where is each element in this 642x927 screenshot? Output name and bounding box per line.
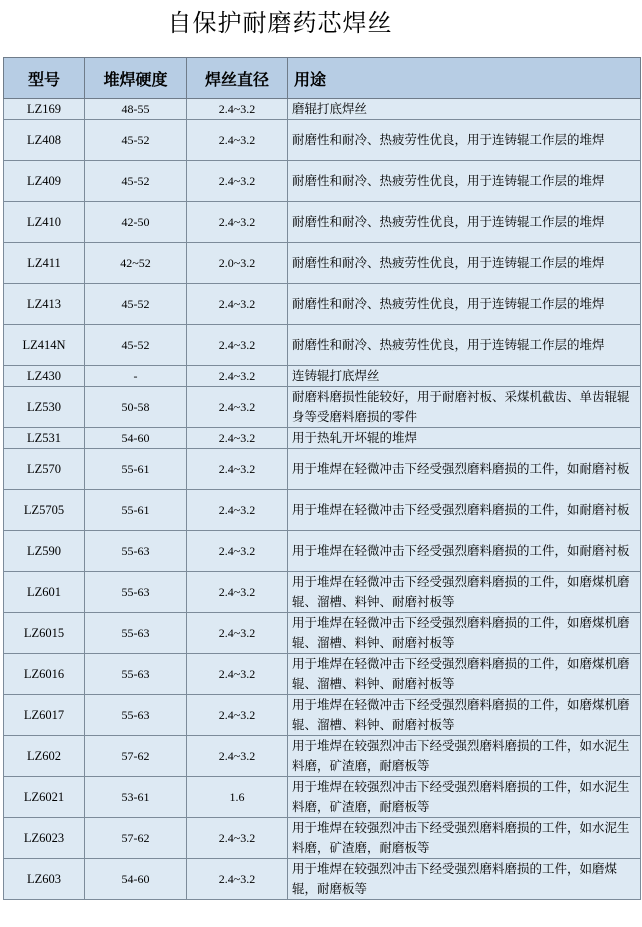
cell-model: LZ530 xyxy=(4,387,85,428)
cell-model: LZ411 xyxy=(4,243,85,284)
cell-model: LZ430 xyxy=(4,366,85,387)
cell-model: LZ414N xyxy=(4,325,85,366)
table-row xyxy=(4,202,641,243)
cell-hardness: 42-50 xyxy=(85,202,187,243)
cell-model: LZ409 xyxy=(4,161,85,202)
cell-use: 耐磨性和耐冷、热疲劳性优良，用于连铸辊工作层的堆焊 xyxy=(288,284,641,325)
table-row xyxy=(4,572,641,613)
cell-diameter: 2.4~3.2 xyxy=(187,449,288,490)
cell-hardness: 54-60 xyxy=(85,859,187,900)
cell-diameter: 2.4~3.2 xyxy=(187,161,288,202)
table-row xyxy=(4,387,641,428)
cell-diameter: 2.4~3.2 xyxy=(187,284,288,325)
cell-model: LZ413 xyxy=(4,284,85,325)
cell-use: 用于堆焊在较强烈冲击下经受强烈磨料磨损的工件，如水泥生料磨，矿渣磨，耐磨板等 xyxy=(288,777,641,818)
table-row xyxy=(4,736,641,777)
cell-hardness: 55-63 xyxy=(85,695,187,736)
product-table xyxy=(3,57,641,900)
cell-use: 用于堆焊在轻微冲击下经受强烈磨料磨损的工件，如磨煤机磨辊、溜槽、料钟、耐磨衬板等 xyxy=(288,654,641,695)
cell-use: 用于堆焊在较强烈冲击下经受强烈磨料磨损的工件，如水泥生料磨，矿渣磨，耐磨板等 xyxy=(288,818,641,859)
cell-hardness: 57-62 xyxy=(85,818,187,859)
cell-diameter: 2.4~3.2 xyxy=(187,120,288,161)
cell-diameter: 2.4~3.2 xyxy=(187,99,288,120)
cell-hardness: - xyxy=(85,366,187,387)
cell-hardness: 45-52 xyxy=(85,161,187,202)
cell-diameter: 2.4~3.2 xyxy=(187,531,288,572)
cell-model: LZ6017 xyxy=(4,695,85,736)
cell-model: LZ410 xyxy=(4,202,85,243)
cell-diameter: 1.6 xyxy=(187,777,288,818)
cell-hardness: 55-61 xyxy=(85,490,187,531)
cell-diameter: 2.4~3.2 xyxy=(187,736,288,777)
cell-hardness: 55-63 xyxy=(85,613,187,654)
cell-diameter: 2.4~3.2 xyxy=(187,572,288,613)
cell-use: 用于堆焊在轻微冲击下经受强烈磨料磨损的工件，如磨煤机磨辊、溜槽、料钟、耐磨衬板等 xyxy=(288,613,641,654)
cell-diameter: 2.4~3.2 xyxy=(187,366,288,387)
table-row xyxy=(4,325,641,366)
cell-use: 耐磨性和耐冷、热疲劳性优良，用于连铸辊工作层的堆焊 xyxy=(288,325,641,366)
cell-model: LZ602 xyxy=(4,736,85,777)
table-row xyxy=(4,99,641,120)
cell-use: 耐磨性和耐冷、热疲劳性优良，用于连铸辊工作层的堆焊 xyxy=(288,120,641,161)
cell-diameter: 2.4~3.2 xyxy=(187,695,288,736)
cell-model: LZ590 xyxy=(4,531,85,572)
cell-model: LZ531 xyxy=(4,428,85,449)
cell-hardness: 55-61 xyxy=(85,449,187,490)
cell-use: 用于热轧开坏辊的堆焊 xyxy=(288,428,641,449)
table-row xyxy=(4,284,641,325)
cell-model: LZ408 xyxy=(4,120,85,161)
cell-hardness: 55-63 xyxy=(85,654,187,695)
cell-hardness: 45-52 xyxy=(85,120,187,161)
cell-diameter: 2.0~3.2 xyxy=(187,243,288,284)
table-row xyxy=(4,654,641,695)
cell-use: 耐磨性和耐冷、热疲劳性优良，用于连铸辊工作层的堆焊 xyxy=(288,202,641,243)
page-title: 自保护耐磨药芯焊丝 xyxy=(167,9,393,37)
table-row xyxy=(4,490,641,531)
cell-model: LZ6021 xyxy=(4,777,85,818)
column-header-hardness: 堆焊硬度 xyxy=(85,58,187,99)
cell-hardness: 54-60 xyxy=(85,428,187,449)
cell-use: 用于堆焊在较强烈冲击下经受强烈磨料磨损的工件，如磨煤辊，耐磨板等 xyxy=(288,859,641,900)
cell-model: LZ6023 xyxy=(4,818,85,859)
table-row xyxy=(4,120,641,161)
cell-diameter: 2.4~3.2 xyxy=(187,202,288,243)
cell-diameter: 2.4~3.2 xyxy=(187,654,288,695)
cell-diameter: 2.4~3.2 xyxy=(187,428,288,449)
cell-diameter: 2.4~3.2 xyxy=(187,859,288,900)
table-header-row xyxy=(4,58,641,99)
cell-hardness: 57-62 xyxy=(85,736,187,777)
table-row xyxy=(4,695,641,736)
cell-diameter: 2.4~3.2 xyxy=(187,490,288,531)
cell-use: 用于堆焊在轻微冲击下经受强烈磨料磨损的工件，如耐磨衬板 xyxy=(288,490,641,531)
cell-hardness: 48-55 xyxy=(85,99,187,120)
table-row xyxy=(4,859,641,900)
cell-use: 耐磨性和耐冷、热疲劳性优良，用于连铸辊工作层的堆焊 xyxy=(288,243,641,284)
cell-hardness: 42~52 xyxy=(85,243,187,284)
table-row xyxy=(4,531,641,572)
cell-hardness: 50-58 xyxy=(85,387,187,428)
column-header-model: 型号 xyxy=(4,58,85,99)
cell-use: 磨辊打底焊丝 xyxy=(288,99,641,120)
cell-hardness: 55-63 xyxy=(85,572,187,613)
cell-diameter: 2.4~3.2 xyxy=(187,818,288,859)
table-row xyxy=(4,366,641,387)
table-row xyxy=(4,428,641,449)
table-row xyxy=(4,818,641,859)
cell-diameter: 2.4~3.2 xyxy=(187,325,288,366)
table-row xyxy=(4,449,641,490)
cell-model: LZ6016 xyxy=(4,654,85,695)
cell-model: LZ603 xyxy=(4,859,85,900)
cell-hardness: 55-63 xyxy=(85,531,187,572)
column-header-use: 用途 xyxy=(288,58,641,99)
cell-use: 用于堆焊在轻微冲击下经受强烈磨料磨损的工件，如耐磨衬板 xyxy=(288,531,641,572)
cell-hardness: 45-52 xyxy=(85,325,187,366)
cell-use: 连铸辊打底焊丝 xyxy=(288,366,641,387)
cell-use: 用于堆焊在轻微冲击下经受强烈磨料磨损的工件，如磨煤机磨辊、溜槽、料钟、耐磨衬板等 xyxy=(288,572,641,613)
cell-use: 用于堆焊在轻微冲击下经受强烈磨料磨损的工件，如磨煤机磨辊、溜槽、料钟、耐磨衬板等 xyxy=(288,695,641,736)
cell-hardness: 45-52 xyxy=(85,284,187,325)
cell-use: 耐磨料磨损性能较好，用于耐磨衬板、采煤机截齿、单齿辊辊身等受磨料磨损的零件 xyxy=(288,387,641,428)
column-header-diameter: 焊丝直径 xyxy=(187,58,288,99)
cell-model: LZ5705 xyxy=(4,490,85,531)
cell-use: 用于堆焊在轻微冲击下经受强烈磨料磨损的工件，如耐磨衬板 xyxy=(288,449,641,490)
cell-model: LZ601 xyxy=(4,572,85,613)
table-row xyxy=(4,613,641,654)
cell-use: 用于堆焊在较强烈冲击下经受强烈磨料磨损的工件，如水泥生料磨，矿渣磨，耐磨板等 xyxy=(288,736,641,777)
table-row xyxy=(4,777,641,818)
cell-hardness: 53-61 xyxy=(85,777,187,818)
cell-model: LZ169 xyxy=(4,99,85,120)
table-row xyxy=(4,161,641,202)
cell-diameter: 2.4~3.2 xyxy=(187,387,288,428)
table-row xyxy=(4,243,641,284)
cell-use: 耐磨性和耐冷、热疲劳性优良，用于连铸辊工作层的堆焊 xyxy=(288,161,641,202)
cell-model: LZ6015 xyxy=(4,613,85,654)
cell-diameter: 2.4~3.2 xyxy=(187,613,288,654)
cell-model: LZ570 xyxy=(4,449,85,490)
